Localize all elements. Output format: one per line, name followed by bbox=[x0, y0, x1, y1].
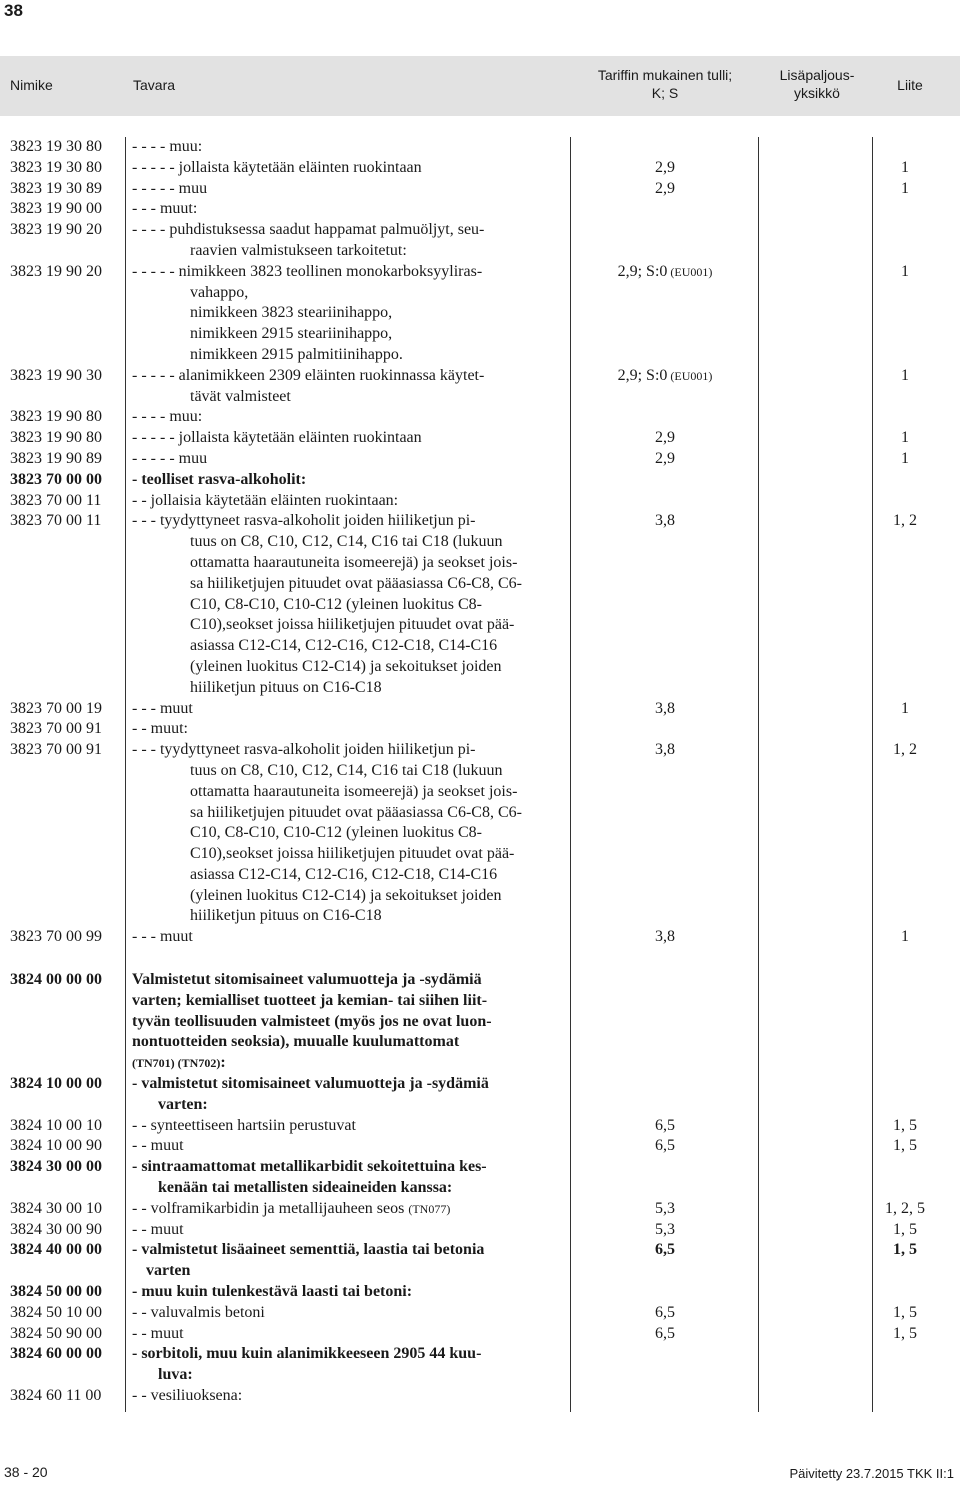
description-line: ottamatta haarautuneita isomeerejä) ja seokset jois- bbox=[190, 553, 518, 571]
annex-ref: 1 bbox=[901, 262, 909, 280]
description-line: (TN701) (TN702): bbox=[132, 1054, 226, 1072]
table-row bbox=[0, 1136, 960, 1157]
table-row bbox=[0, 927, 960, 948]
description-line: C10, C8-C10, C10-C12 (yleinen luokitus C8- bbox=[190, 595, 482, 613]
description bbox=[132, 1074, 567, 1116]
table-row bbox=[0, 137, 960, 158]
description-line: nimikkeen 2915 steariinihappo, bbox=[190, 325, 393, 343]
description-line: C10),seokset joissa hiiliketjujen pituudet ovat pää- bbox=[190, 616, 515, 634]
description-line: - - - - - muu bbox=[132, 179, 208, 197]
description-line: hiiliketjun pituus on C16-C18 bbox=[190, 907, 382, 925]
footer-updated: Päivitetty 23.7.2015 TKK II:1 bbox=[789, 1466, 954, 1481]
description bbox=[132, 470, 567, 491]
annex-ref: 1, 5 bbox=[893, 1116, 917, 1134]
table-row bbox=[0, 491, 960, 512]
description-line: - - muut bbox=[132, 1324, 184, 1342]
duty-rate: 3,8 bbox=[655, 512, 675, 530]
description bbox=[132, 366, 567, 408]
cn-code: 3823 70 00 11 bbox=[10, 512, 102, 530]
cn-code: 3823 70 00 99 bbox=[10, 928, 102, 946]
annex-ref: 1 bbox=[901, 699, 909, 717]
description-line: sa hiiliketjujen pituudet ovat pääasiassa C6-C8, C6- bbox=[190, 574, 522, 592]
description-line: (yleinen luokitus C12-C14) ja sekoitukset joiden bbox=[190, 886, 502, 904]
description-line: Valmistetut sitomisaineet valumuotteja ja -sydämiä bbox=[132, 971, 482, 989]
cn-code: 3823 19 30 80 bbox=[10, 138, 102, 155]
cn-code: 3824 10 00 00 bbox=[10, 1075, 102, 1093]
description-line: varten: bbox=[158, 1095, 208, 1113]
cn-code: 3823 19 90 89 bbox=[10, 449, 102, 467]
description bbox=[132, 137, 567, 158]
duty-note: (EU001) bbox=[667, 264, 713, 279]
table-row bbox=[0, 719, 960, 740]
table-row bbox=[0, 1116, 960, 1137]
annex-ref: 1 bbox=[901, 429, 909, 447]
description-line: varten; kemialliset tuotteet ja kemian- tai siihen liit- bbox=[132, 991, 488, 1009]
description-line: - valmistetut sitomisaineet valumuotteja ja -sydämiä bbox=[132, 1075, 489, 1093]
description-line: - - - - muu: bbox=[132, 408, 203, 426]
duty-rate: 2,9; S:0 (EU001) bbox=[617, 366, 713, 384]
description bbox=[132, 1303, 567, 1324]
annex-ref: 1, 5 bbox=[893, 1220, 917, 1238]
header-tavara: Tavara bbox=[133, 77, 176, 93]
description bbox=[132, 1199, 567, 1220]
description bbox=[132, 1220, 567, 1241]
description-line: C10, C8-C10, C10-C12 (yleinen luokitus C8- bbox=[190, 824, 482, 842]
cn-code: 3823 70 00 00 bbox=[10, 470, 102, 488]
table-row bbox=[0, 970, 960, 1074]
description-line: - - - - - jollaista käytetään eläinten ruokintaan bbox=[132, 158, 422, 176]
annex-ref: 1 bbox=[901, 158, 909, 176]
description-line: - - synteettiseen hartsiin perustuvat bbox=[132, 1116, 356, 1134]
description-line: - - - - - jollaista käytetään eläinten ruokintaan bbox=[132, 429, 422, 447]
duty-rate: 2,9; S:0 (EU001) bbox=[617, 262, 713, 280]
description-line: - - valuvalmis betoni bbox=[132, 1303, 265, 1321]
description-line: hiiliketjun pituus on C16-C18 bbox=[190, 678, 382, 696]
cn-code: 3824 30 00 10 bbox=[10, 1199, 102, 1217]
description-line: - sorbitoli, muu kuin alanimikkeeseen 2905 44 kuu- bbox=[132, 1345, 482, 1363]
cn-code: 3824 60 11 00 bbox=[10, 1387, 102, 1405]
description-line: nimikkeen 2915 palmitiinihappo. bbox=[190, 345, 403, 363]
cn-code: 3824 50 00 00 bbox=[10, 1283, 102, 1301]
header-liite: Liite bbox=[897, 77, 923, 93]
cn-code: 3823 70 00 91 bbox=[10, 741, 102, 759]
duty-rate: 6,5 bbox=[655, 1137, 675, 1155]
description bbox=[132, 1240, 567, 1282]
cn-code: 3823 70 00 19 bbox=[10, 699, 102, 717]
cn-code: 3823 19 90 30 bbox=[10, 366, 102, 384]
annex-ref: 1 bbox=[901, 449, 909, 467]
duty-rate: 2,9 bbox=[655, 179, 675, 197]
description-line: - - - - muu: bbox=[132, 138, 203, 155]
cn-code: 3824 50 90 00 bbox=[10, 1324, 102, 1342]
cn-code: 3824 00 00 00 bbox=[10, 971, 102, 989]
header-nimike: Nimike bbox=[10, 77, 53, 93]
description-line: sa hiiliketjujen pituudet ovat pääasiassa C6-C8, C6- bbox=[190, 803, 522, 821]
table-row bbox=[0, 1220, 960, 1241]
duty-note: (EU001) bbox=[667, 368, 713, 383]
duty-rate: 3,8 bbox=[655, 741, 675, 759]
description bbox=[132, 1136, 567, 1157]
table-row bbox=[0, 1282, 960, 1303]
table-row bbox=[0, 1386, 960, 1407]
description bbox=[132, 927, 567, 948]
cn-code: 3823 19 30 80 bbox=[10, 158, 102, 176]
description-line: nontuotteiden seoksia), muualle kuulumattomat bbox=[132, 1033, 460, 1051]
tariff-table-body bbox=[0, 137, 960, 1407]
description-line: tuus on C8, C10, C12, C14, C16 tai C18 (lukuun bbox=[190, 761, 503, 779]
duty-rate: 3,8 bbox=[655, 928, 675, 946]
cn-code: 3823 19 90 20 bbox=[10, 221, 102, 239]
cn-code: 3824 10 00 90 bbox=[10, 1137, 102, 1155]
header-lisapaljousyksikko: Lisäpaljous- yksikkö bbox=[779, 67, 855, 101]
description-line: - - vesiliuoksena: bbox=[132, 1387, 243, 1405]
description-line: - - jollaisia käytetään eläinten ruokintaan: bbox=[132, 491, 399, 509]
annex-ref: 1, 5 bbox=[893, 1241, 917, 1259]
description bbox=[132, 179, 567, 200]
description-line: (yleinen luokitus C12-C14) ja sekoitukset joiden bbox=[190, 657, 502, 675]
description-line: kenään tai metallisten sideaineiden kanssa: bbox=[158, 1179, 453, 1197]
duty-rate: 6,5 bbox=[655, 1241, 675, 1259]
table-row bbox=[0, 1199, 960, 1220]
table-row bbox=[0, 407, 960, 428]
annex-ref: 1 bbox=[901, 179, 909, 197]
description-line: - - - - - nimikkeen 3823 teollinen monokarboksyyliras- bbox=[132, 262, 483, 280]
description-line: - - - - - alanimikkeen 2309 eläinten ruokinnassa käytet- bbox=[132, 366, 485, 384]
cn-code: 3823 19 90 80 bbox=[10, 429, 102, 447]
description bbox=[132, 740, 567, 927]
table-row bbox=[0, 740, 960, 927]
duty-rate: 6,5 bbox=[655, 1116, 675, 1134]
table-row bbox=[0, 1240, 960, 1282]
duty-rate: 6,5 bbox=[655, 1324, 675, 1342]
table-row bbox=[0, 1074, 960, 1116]
description bbox=[132, 1324, 567, 1345]
description-line: - - - muut: bbox=[132, 200, 198, 218]
description-line: - - volframikarbidin ja metallijauheen seos (TN077) bbox=[132, 1199, 451, 1217]
annex-ref: 1, 2 bbox=[893, 512, 917, 530]
table-row bbox=[0, 158, 960, 179]
duty-rate: 2,9 bbox=[655, 429, 675, 447]
table-header bbox=[0, 56, 960, 116]
description-line: - - - muut bbox=[132, 928, 193, 946]
description-line: - valmistetut lisäaineet sementtiä, laastia tai betonia bbox=[132, 1241, 485, 1259]
table-row bbox=[0, 1324, 960, 1345]
description-line: - - muut: bbox=[132, 720, 188, 738]
duty-rate: 3,8 bbox=[655, 699, 675, 717]
duty-rate: 6,5 bbox=[655, 1303, 675, 1321]
description-line: - - - tyydyttyneet rasva-alkoholit joiden hiiliketjun pi- bbox=[132, 512, 476, 530]
cn-code: 3823 70 00 91 bbox=[10, 720, 102, 738]
description-line: - - muut bbox=[132, 1137, 184, 1155]
cn-code: 3823 19 90 80 bbox=[10, 408, 102, 426]
description bbox=[132, 199, 567, 220]
description-line: - sintraamattomat metallikarbidit sekoitettuina kes- bbox=[132, 1158, 487, 1176]
annex-ref: 1, 2, 5 bbox=[885, 1199, 925, 1217]
table-row bbox=[0, 1344, 960, 1386]
description bbox=[132, 407, 567, 428]
cn-code: 3824 40 00 00 bbox=[10, 1241, 102, 1259]
table-row bbox=[0, 220, 960, 262]
annex-ref: 1, 5 bbox=[893, 1137, 917, 1155]
description bbox=[132, 719, 567, 740]
description-line: asiassa C12-C14, C12-C16, C12-C18, C14-C16 bbox=[190, 637, 498, 655]
table-row bbox=[0, 1303, 960, 1324]
duty-rate: 5,3 bbox=[655, 1220, 675, 1238]
description-line: C10),seokset joissa hiiliketjujen pituudet ovat pää- bbox=[190, 845, 515, 863]
header-tulli: Tariffin mukainen tulli; K; S bbox=[597, 67, 733, 101]
cn-code: 3823 19 30 89 bbox=[10, 179, 102, 197]
table-row bbox=[0, 470, 960, 491]
cn-code: 3824 50 10 00 bbox=[10, 1303, 102, 1321]
description-line: luva: bbox=[158, 1366, 193, 1384]
description-line: raavien valmistukseen tarkoitetut: bbox=[190, 241, 407, 259]
cn-code: 3824 30 00 90 bbox=[10, 1220, 102, 1238]
description bbox=[132, 1116, 567, 1137]
table-row bbox=[0, 699, 960, 720]
description bbox=[132, 970, 567, 1074]
description-line: tävät valmisteet bbox=[190, 387, 291, 405]
description-line: - muu kuin tulenkestävä laasti tai betoni: bbox=[132, 1283, 413, 1301]
description-line: asiassa C12-C14, C12-C16, C12-C18, C14-C16 bbox=[190, 865, 498, 883]
duty-rate: 2,9 bbox=[655, 449, 675, 467]
duty-rate: 2,9 bbox=[655, 158, 675, 176]
description-line: - - - - - muu bbox=[132, 449, 208, 467]
table-row bbox=[0, 1157, 960, 1199]
description-line: nimikkeen 3823 steariinihappo, bbox=[190, 304, 393, 322]
cn-code: 3824 10 00 10 bbox=[10, 1116, 102, 1134]
description bbox=[132, 449, 567, 470]
description bbox=[132, 1344, 567, 1386]
description bbox=[132, 1282, 567, 1303]
annex-ref: 1, 5 bbox=[893, 1324, 917, 1342]
description bbox=[132, 158, 567, 179]
description-line: tuus on C8, C10, C12, C14, C16 tai C18 (lukuun bbox=[190, 533, 503, 551]
description-line: - - - tyydyttyneet rasva-alkoholit joiden hiiliketjun pi- bbox=[132, 741, 476, 759]
description bbox=[132, 220, 567, 262]
description bbox=[132, 699, 567, 720]
description bbox=[132, 491, 567, 512]
annex-ref: 1 bbox=[901, 366, 909, 384]
table-row bbox=[0, 199, 960, 220]
description bbox=[132, 511, 567, 698]
table-row bbox=[0, 366, 960, 408]
description bbox=[132, 262, 567, 366]
table-row bbox=[0, 511, 960, 698]
table-row bbox=[0, 428, 960, 449]
section-gap bbox=[0, 948, 960, 970]
cn-code: 3824 60 00 00 bbox=[10, 1345, 102, 1363]
annex-ref: 1 bbox=[901, 928, 909, 946]
description-line: ottamatta haarautuneita isomeerejä) ja seokset jois- bbox=[190, 782, 518, 800]
description-line: - teolliset rasva-alkoholit: bbox=[132, 470, 307, 488]
duty-rate: 5,3 bbox=[655, 1199, 675, 1217]
description-line: - - - - puhdistuksessa saadut happamat palmuöljyt, seu- bbox=[132, 221, 485, 239]
table-row bbox=[0, 449, 960, 470]
cn-code: 3823 70 00 11 bbox=[10, 491, 102, 509]
page-number: 38 bbox=[4, 1, 23, 20]
description-line: vahappo, bbox=[190, 283, 249, 301]
description bbox=[132, 1157, 567, 1199]
cn-code: 3823 19 90 00 bbox=[10, 200, 102, 218]
annex-ref: 1, 2 bbox=[893, 741, 917, 759]
table-row bbox=[0, 262, 960, 366]
description-line: varten bbox=[146, 1262, 191, 1280]
cn-code: 3824 30 00 00 bbox=[10, 1158, 102, 1176]
description bbox=[132, 1386, 567, 1407]
description-line: tyvän teollisuuden valmisteet (myös jos ne ovat luon- bbox=[132, 1012, 492, 1030]
footer-page-ref: 38 - 20 bbox=[4, 1464, 48, 1480]
description bbox=[132, 428, 567, 449]
cn-code: 3823 19 90 20 bbox=[10, 262, 102, 280]
description-line: - - - muut bbox=[132, 699, 193, 717]
annex-ref: 1, 5 bbox=[893, 1303, 917, 1321]
description-line: - - muut bbox=[132, 1220, 184, 1238]
table-row bbox=[0, 179, 960, 200]
